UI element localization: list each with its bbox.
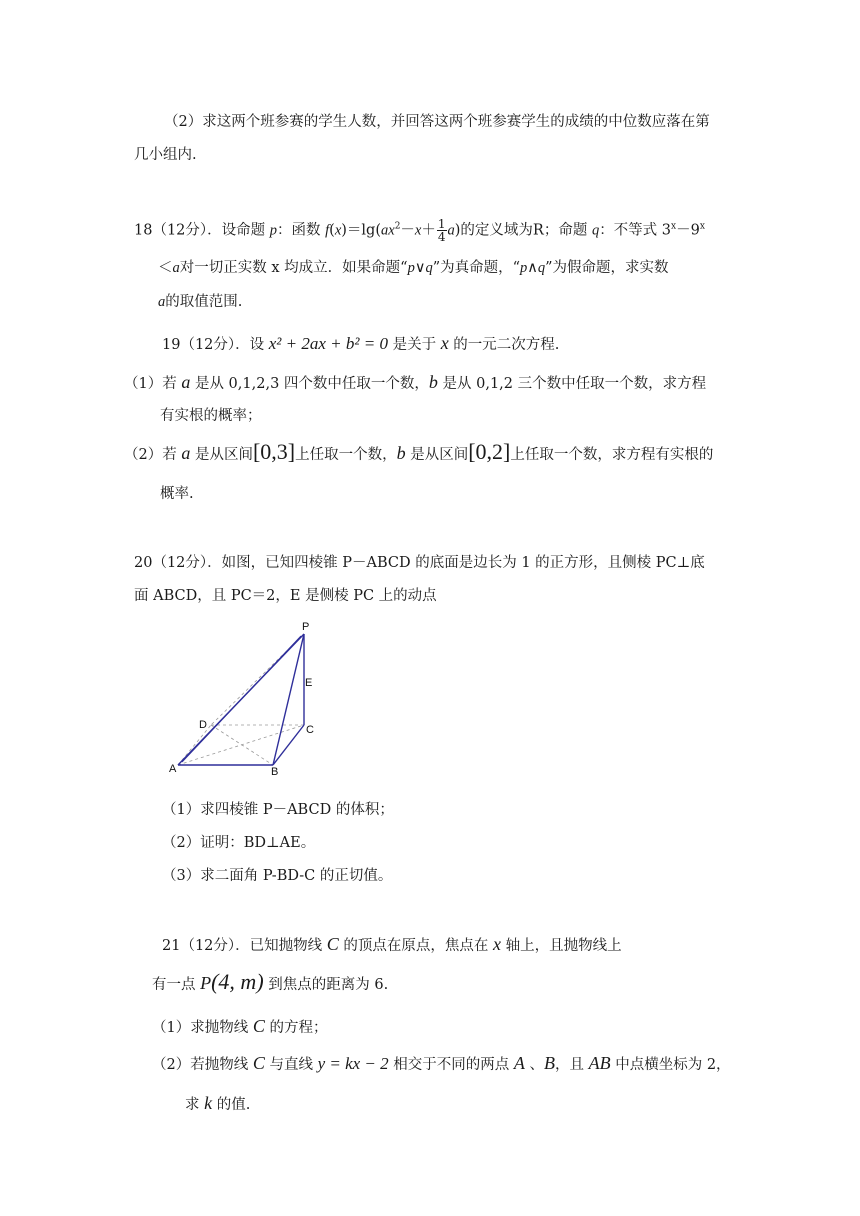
q20-line2: 面 ABCD，且 PC＝2，E 是侧棱 PC 上的动点 [134,588,437,604]
q17-part2-line2: 几小组内. [134,147,197,163]
q21-line2: 有一点 P(4, m) 到焦点的距离为 6. [152,969,389,994]
q19-interval-1: [0,3] [252,439,296,464]
q21-point: (4, m) [211,969,264,994]
q21-line1: 21（12分）．已知抛物线 C 的顶点在原点，焦点在 x 轴上，且抛物线上 [162,934,622,954]
q19-part1-line2: 有实根的概率； [160,408,262,424]
q19-interval-2: [0,2] [468,439,511,464]
q19-heading: 19（12分）．设 x² + 2ax + b² = 0 是关于 x 的一元二次方程. [162,333,560,353]
q20-sub2: （2）证明：BD⊥AE。 [162,835,316,851]
q20-sub1: （1）求四棱锥 P－ABCD 的体积； [162,802,394,818]
q19-part1-line1: （1）若 a 是从 0,1,2,3 四个数中任取一个数，b 是从 0,1,2 三个数中任取一个数，求方程 [124,372,707,392]
q18-line3: a的取值范围. [158,294,243,310]
label-E: E [305,677,313,689]
q18-line2: ＜a对一切正实数 x 均成立．如果命题“p∨q”为真命题，“p∧q”为假命题，求实数 [158,260,669,276]
q18-fraction: $\frac{1}{4}$ [437,217,446,244]
label-A: A [169,763,177,775]
q21-sub2-line2: 求 k 的值. [185,1093,251,1113]
edge-PA-inner [182,636,301,762]
q18-line1: 18（12分）．设命题 p：函数 $f(x)=\lg(ax^2-x+$ $\frac{1}{4}$ a)的定义域为R；命题 q：不等式 $3^x-9^x$ [134,217,705,244]
label-B: B [271,766,279,778]
q19-part2-line2: 概率. [160,486,194,502]
label-D: D [199,719,207,731]
q21-sub1: （1）求抛物线 C 的方程； [152,1016,328,1036]
label-C: C [306,724,314,736]
label-P: P [302,621,310,633]
q20-line1: 20（12分）．如图，已知四棱锥 P－ABCD 的底面是边长为 1 的正方形，且侧棱 PC⊥底 [134,555,705,571]
q17-part2-line1: （2）求这两个班参赛的学生人数，并回答这两个班参赛学生的成绩的中位数应落在第 [164,114,710,130]
q21-line-equation: y = kx − 2 [317,1054,389,1073]
q21-sub2-line1: （2）若抛物线 C 与直线 y = kx − 2 相交于不同的两点 A 、B，且 AB 中点横坐标为 2， [152,1053,731,1073]
q19-equation: x² + 2ax + b² = 0 [268,334,388,353]
pyramid-figure [165,620,335,780]
q19-part2-line1: （2）若 a 是从区间[0,3]上任取一个数，b 是从区间[0,2]上任取一个数，求方程有实根的 [124,439,714,464]
q20-sub3: （3）求二面角 P-BD-C 的正切值。 [162,868,393,884]
